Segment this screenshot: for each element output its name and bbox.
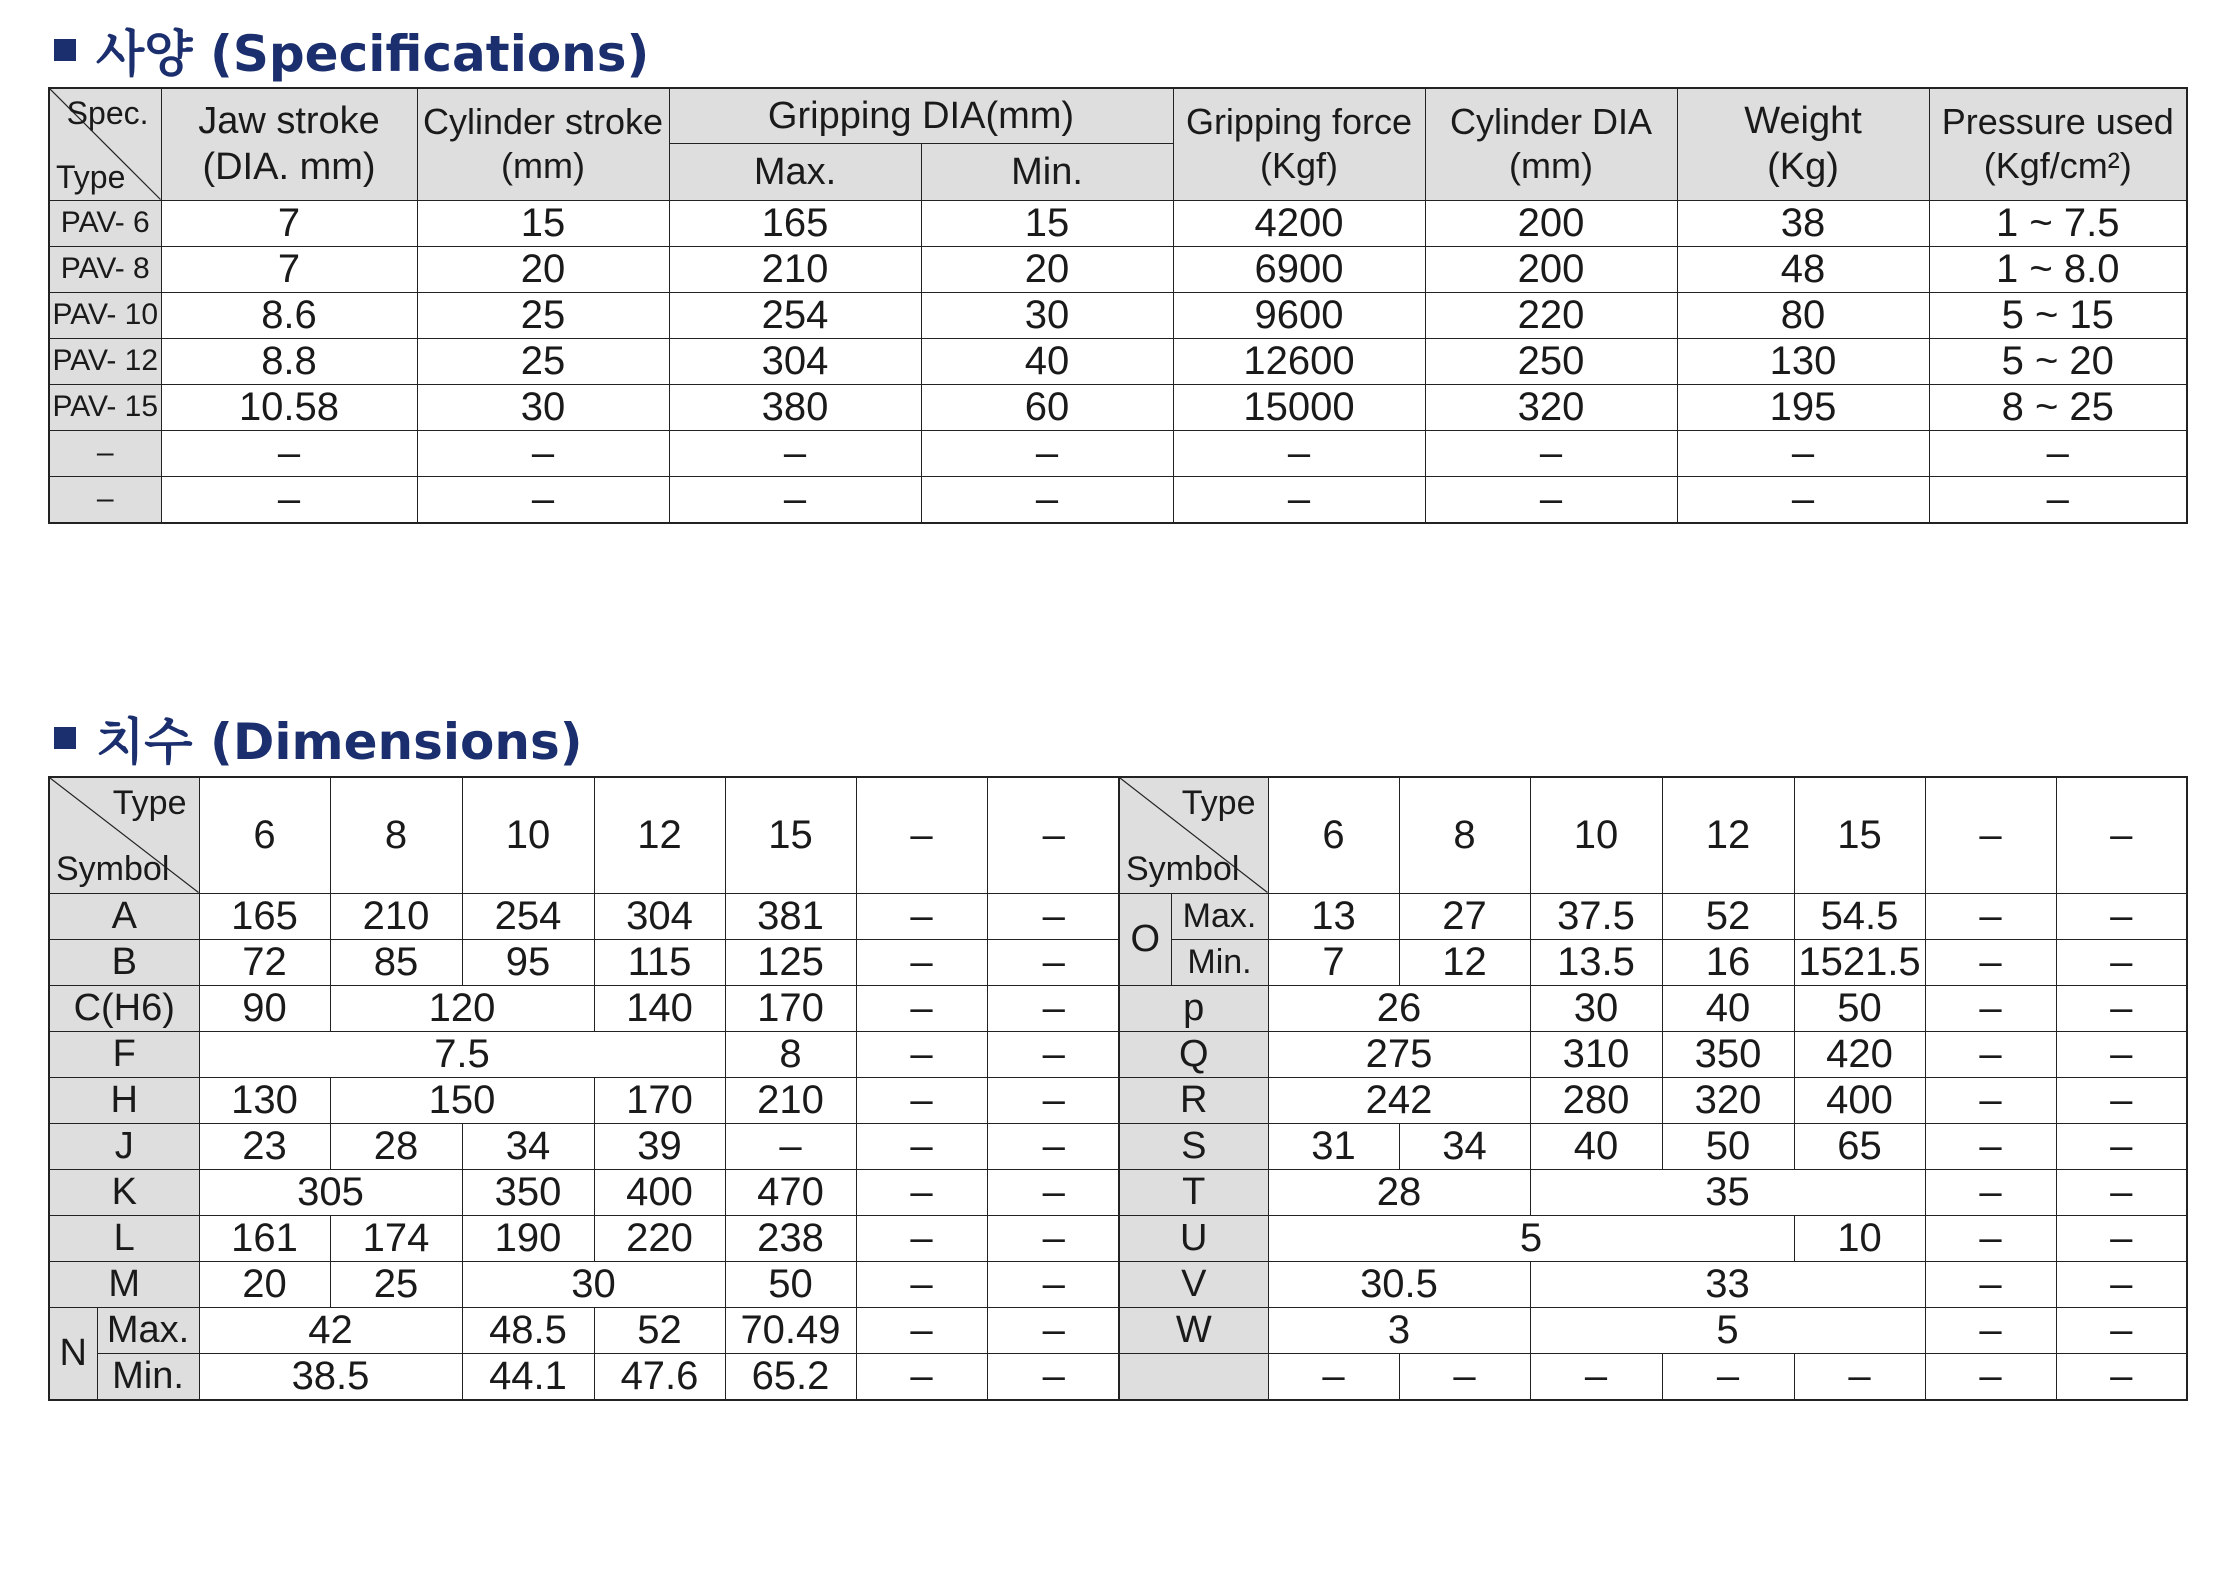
table-row	[1119, 1353, 2187, 1400]
table-cell: –	[1925, 939, 2056, 985]
value-cell: 250	[1425, 338, 1677, 384]
table-cell: –	[2056, 1307, 2187, 1353]
symbol-corner-label: Symbol	[56, 849, 170, 888]
value-cell: –	[1173, 476, 1425, 523]
symbol-cell: Q	[1119, 1031, 1268, 1077]
value-cell: 12600	[1173, 338, 1425, 384]
value-cell: 210	[330, 893, 462, 939]
value-cell: 3	[1268, 1307, 1530, 1353]
value-cell: –	[1929, 430, 2187, 476]
value-cell: 7	[161, 200, 417, 246]
table-row	[49, 1215, 1121, 1261]
type-header-cell: 10	[1530, 777, 1662, 893]
specifications-title-text: 사양 (Specifications)	[96, 25, 650, 83]
value-cell: –	[417, 476, 669, 523]
dimensions-table-right	[1118, 776, 2188, 1401]
table-cell: –	[2056, 1031, 2187, 1077]
value-cell: 120	[330, 985, 594, 1031]
value-cell: 30	[462, 1261, 725, 1307]
value-cell: –	[921, 430, 1173, 476]
value-cell: –	[161, 476, 417, 523]
dimensions-table-left	[48, 776, 1122, 1401]
type-corner-label: Type	[112, 784, 187, 822]
type-corner-label: Type	[56, 158, 126, 195]
value-cell: 23	[199, 1123, 330, 1169]
value-cell: 7	[1268, 939, 1399, 985]
value-cell: 125	[725, 939, 856, 985]
value-cell: 5 ~ 20	[1929, 338, 2187, 384]
symbol-cell: T	[1119, 1169, 1268, 1215]
value-cell: 12	[1399, 939, 1530, 985]
table-row	[49, 893, 1121, 939]
sub-symbol-cell: Max.	[1171, 893, 1268, 939]
value-cell: 26	[1268, 985, 1530, 1031]
table-cell: –	[1925, 1123, 2056, 1169]
value-cell: 320	[1662, 1077, 1794, 1123]
value-cell: 200	[1425, 246, 1677, 292]
type-header-cell: 12	[1662, 777, 1794, 893]
value-cell: 280	[1530, 1077, 1662, 1123]
type-header-cell: 10	[462, 777, 594, 893]
value-cell: 8 ~ 25	[1929, 384, 2187, 430]
symbol-cell: H	[49, 1077, 199, 1123]
value-cell: 5	[1530, 1307, 1925, 1353]
value-cell: 140	[594, 985, 725, 1031]
type-header-cell: –	[1925, 777, 2056, 893]
symbol-cell: J	[49, 1123, 199, 1169]
table-cell: –	[2056, 1077, 2187, 1123]
table-cell: –	[1925, 1261, 2056, 1307]
symbol-cell: V	[1119, 1261, 1268, 1307]
value-cell: 161	[199, 1215, 330, 1261]
value-cell: –	[987, 1215, 1121, 1261]
value-cell: 5 ~ 15	[1929, 292, 2187, 338]
value-cell: 30.5	[1268, 1261, 1530, 1307]
value-cell: 34	[462, 1123, 594, 1169]
value-cell: 13.5	[1530, 939, 1662, 985]
value-cell: 8.8	[161, 338, 417, 384]
table-cell: –	[1925, 1077, 2056, 1123]
value-cell: 20	[417, 246, 669, 292]
value-cell: 42	[199, 1307, 462, 1353]
value-cell: 8	[725, 1031, 856, 1077]
value-cell: –	[856, 1215, 987, 1261]
value-cell: 9600	[1173, 292, 1425, 338]
symbol-cell: L	[49, 1215, 199, 1261]
table-row	[1119, 985, 2187, 1031]
table-cell: –	[2056, 1169, 2187, 1215]
type-header-cell: 6	[199, 777, 330, 893]
value-cell: 54.5	[1794, 893, 1925, 939]
table-cell: –	[856, 1353, 987, 1400]
dimensions-title	[54, 702, 583, 774]
value-cell: 210	[725, 1077, 856, 1123]
value-cell: –	[921, 476, 1173, 523]
value-cell: 35	[1530, 1169, 1925, 1215]
table-row	[49, 1307, 1121, 1353]
table-row	[1119, 1215, 2187, 1261]
table-row	[49, 985, 1121, 1031]
type-cell: PAV- 8	[49, 246, 161, 292]
value-cell: 48.5	[462, 1307, 594, 1353]
value-cell: –	[1794, 1353, 1925, 1400]
value-cell: 95	[462, 939, 594, 985]
specifications-title	[54, 14, 649, 86]
value-cell: 52	[594, 1307, 725, 1353]
value-cell: 30	[417, 384, 669, 430]
table-row	[49, 939, 1121, 985]
value-cell: 30	[1530, 985, 1662, 1031]
sub-symbol-cell: Max.	[97, 1307, 199, 1353]
type-header-cell: 6	[1268, 777, 1399, 893]
value-cell: –	[987, 1169, 1121, 1215]
symbol-cell: C(H6)	[49, 985, 199, 1031]
value-cell: 28	[330, 1123, 462, 1169]
value-cell: 304	[594, 893, 725, 939]
dimensions-title-text: 치수 (Dimensions)	[96, 713, 583, 771]
value-cell: –	[1173, 430, 1425, 476]
value-cell: 15	[417, 200, 669, 246]
symbol-cell: K	[49, 1169, 199, 1215]
value-cell: –	[1530, 1353, 1662, 1400]
value-cell: 380	[669, 384, 921, 430]
value-cell: 13	[1268, 893, 1399, 939]
value-cell: 50	[1794, 985, 1925, 1031]
value-cell: 115	[594, 939, 725, 985]
value-cell: –	[1677, 430, 1929, 476]
value-cell: 4200	[1173, 200, 1425, 246]
value-cell: 28	[1268, 1169, 1530, 1215]
table-cell: –	[2056, 1123, 2187, 1169]
table-cell: –	[2056, 939, 2187, 985]
table-row	[1119, 893, 2187, 939]
table-row	[1119, 1123, 2187, 1169]
value-cell: –	[856, 985, 987, 1031]
value-cell: 47.6	[594, 1353, 725, 1400]
table-cell: –	[1925, 985, 2056, 1031]
type-header-cell: 12	[594, 777, 725, 893]
sub-symbol-cell: Min.	[1171, 939, 1268, 985]
value-cell: –	[1399, 1353, 1530, 1400]
value-cell: 39	[594, 1123, 725, 1169]
type-cell: PAV- 6	[49, 200, 161, 246]
symbol-cell: B	[49, 939, 199, 985]
symbol-cell: M	[49, 1261, 199, 1307]
value-cell: –	[856, 939, 987, 985]
value-cell: 7	[161, 246, 417, 292]
value-cell: 350	[1662, 1031, 1794, 1077]
table-cell: –	[1925, 893, 2056, 939]
table-row	[1119, 1031, 2187, 1077]
specifications-table	[48, 87, 2188, 524]
value-cell: 44.1	[462, 1353, 594, 1400]
value-cell: 50	[725, 1261, 856, 1307]
value-cell: –	[987, 939, 1121, 985]
value-cell: 38.5	[199, 1353, 462, 1400]
value-cell: –	[856, 1169, 987, 1215]
type-header-cell: 15	[725, 777, 856, 893]
value-cell: 381	[725, 893, 856, 939]
value-cell: 5	[1268, 1215, 1794, 1261]
type-cell: PAV- 15	[49, 384, 161, 430]
header-gripping-force: Gripping force (Kgf)	[1173, 88, 1425, 200]
table-cell: –	[987, 1353, 1121, 1400]
value-cell: 220	[1425, 292, 1677, 338]
value-cell: 48	[1677, 246, 1929, 292]
value-cell: 350	[462, 1169, 594, 1215]
value-cell: 170	[725, 985, 856, 1031]
table-row	[1119, 1077, 2187, 1123]
value-cell: –	[669, 430, 921, 476]
table-row	[1119, 1307, 2187, 1353]
value-cell: 65.2	[725, 1353, 856, 1400]
value-cell: 130	[1677, 338, 1929, 384]
value-cell: 310	[1530, 1031, 1662, 1077]
symbol-corner-label: Symbol	[1126, 849, 1240, 888]
value-cell: 30	[921, 292, 1173, 338]
table-row	[49, 246, 2187, 292]
value-cell: 40	[1662, 985, 1794, 1031]
value-cell: –	[1268, 1353, 1399, 1400]
bullet-square-icon	[54, 727, 76, 749]
type-header-cell: 15	[1794, 777, 1925, 893]
value-cell: 10.58	[161, 384, 417, 430]
value-cell: 195	[1677, 384, 1929, 430]
value-cell: –	[1677, 476, 1929, 523]
type-cell: –	[49, 430, 161, 476]
value-cell: 20	[921, 246, 1173, 292]
symbol-cell	[1119, 1353, 1268, 1400]
value-cell: 7.5	[199, 1031, 725, 1077]
value-cell: 1 ~ 8.0	[1929, 246, 2187, 292]
spec-corner-label: Spec.	[66, 95, 149, 131]
value-cell: –	[856, 1123, 987, 1169]
value-cell: 165	[199, 893, 330, 939]
symbol-cell: F	[49, 1031, 199, 1077]
table-cell: –	[2056, 893, 2187, 939]
header-jaw-stroke: Jaw stroke (DIA. mm)	[161, 88, 417, 200]
value-cell: 130	[199, 1077, 330, 1123]
value-cell: 1521.5	[1794, 939, 1925, 985]
type-cell: PAV- 12	[49, 338, 161, 384]
value-cell: 65	[1794, 1123, 1925, 1169]
value-cell: 52	[1662, 893, 1794, 939]
value-cell: –	[987, 1123, 1121, 1169]
value-cell: 8.6	[161, 292, 417, 338]
value-cell: –	[987, 1031, 1121, 1077]
table-cell: –	[1925, 1215, 2056, 1261]
value-cell: 420	[1794, 1031, 1925, 1077]
value-cell: –	[417, 430, 669, 476]
table-row	[1119, 1261, 2187, 1307]
value-cell: 50	[1662, 1123, 1794, 1169]
table-cell: –	[2056, 1215, 2187, 1261]
symbol-cell: U	[1119, 1215, 1268, 1261]
table-row	[49, 338, 2187, 384]
value-cell: –	[987, 985, 1121, 1031]
table-row	[49, 384, 2187, 430]
header-cylinder-stroke: Cylinder stroke (mm)	[417, 88, 669, 200]
value-cell: 305	[199, 1169, 462, 1215]
value-cell: –	[1425, 476, 1677, 523]
table-row	[49, 1353, 1121, 1400]
value-cell: 254	[462, 893, 594, 939]
value-cell: 242	[1268, 1077, 1530, 1123]
symbol-cell: R	[1119, 1077, 1268, 1123]
value-cell: –	[856, 1261, 987, 1307]
value-cell: 40	[1530, 1123, 1662, 1169]
value-cell: 20	[199, 1261, 330, 1307]
value-cell: 85	[330, 939, 462, 985]
table-row	[49, 430, 2187, 476]
value-cell: 400	[1794, 1077, 1925, 1123]
value-cell: 72	[199, 939, 330, 985]
value-cell: 470	[725, 1169, 856, 1215]
value-cell: 1 ~ 7.5	[1929, 200, 2187, 246]
value-cell: 190	[462, 1215, 594, 1261]
value-cell: 165	[669, 200, 921, 246]
header-gripping-dia: Gripping DIA(mm)	[669, 88, 1173, 143]
bullet-square-icon	[54, 39, 76, 61]
value-cell: 210	[669, 246, 921, 292]
value-cell: 70.49	[725, 1307, 856, 1353]
symbol-cell: S	[1119, 1123, 1268, 1169]
value-cell: 170	[594, 1077, 725, 1123]
table-row	[1119, 1169, 2187, 1215]
table-row	[49, 1261, 1121, 1307]
table-cell: –	[2056, 985, 2187, 1031]
table-cell: –	[2056, 1353, 2187, 1400]
value-cell: 275	[1268, 1031, 1530, 1077]
value-cell: 6900	[1173, 246, 1425, 292]
header-cylinder-dia: Cylinder DIA (mm)	[1425, 88, 1677, 200]
value-cell: 15	[921, 200, 1173, 246]
value-cell: 27	[1399, 893, 1530, 939]
value-cell: 25	[330, 1261, 462, 1307]
header-pressure-used: Pressure used (Kgf/cm²)	[1929, 88, 2187, 200]
type-header-cell: 8	[330, 777, 462, 893]
value-cell: 25	[417, 338, 669, 384]
header-max: Max.	[669, 143, 921, 200]
table-cell: –	[1925, 1031, 2056, 1077]
value-cell: –	[669, 476, 921, 523]
type-header-cell: –	[987, 777, 1121, 893]
table-cell: –	[1925, 1353, 2056, 1400]
table-row	[49, 1031, 1121, 1077]
value-cell: 40	[921, 338, 1173, 384]
value-cell: –	[1425, 430, 1677, 476]
value-cell: 304	[669, 338, 921, 384]
value-cell: 174	[330, 1215, 462, 1261]
table-row	[49, 1123, 1121, 1169]
type-corner-label: Type	[1181, 784, 1256, 822]
table-row	[49, 200, 2187, 246]
table-cell: –	[856, 1307, 987, 1353]
value-cell: –	[856, 1031, 987, 1077]
header-weight: Weight (Kg)	[1677, 88, 1929, 200]
spec-corner-cell	[49, 88, 161, 200]
table-cell: –	[1925, 1307, 2056, 1353]
type-header-cell: –	[856, 777, 987, 893]
value-cell: 254	[669, 292, 921, 338]
sub-symbol-cell: Min.	[97, 1353, 199, 1400]
value-cell: 37.5	[1530, 893, 1662, 939]
symbol-cell: A	[49, 893, 199, 939]
symbol-cell: N	[49, 1307, 97, 1400]
dim-corner-cell	[49, 777, 199, 893]
value-cell: 38	[1677, 200, 1929, 246]
type-cell: –	[49, 476, 161, 523]
table-row	[49, 476, 2187, 523]
value-cell: –	[987, 1261, 1121, 1307]
type-cell: PAV- 10	[49, 292, 161, 338]
symbol-cell: p	[1119, 985, 1268, 1031]
value-cell: –	[987, 893, 1121, 939]
type-header-cell: 8	[1399, 777, 1530, 893]
table-cell: –	[2056, 1261, 2187, 1307]
value-cell: 31	[1268, 1123, 1399, 1169]
table-row	[49, 1169, 1121, 1215]
value-cell: 80	[1677, 292, 1929, 338]
value-cell: 200	[1425, 200, 1677, 246]
value-cell: 16	[1662, 939, 1794, 985]
value-cell: –	[161, 430, 417, 476]
value-cell: 15000	[1173, 384, 1425, 430]
value-cell: 34	[1399, 1123, 1530, 1169]
table-cell: –	[987, 1307, 1121, 1353]
value-cell: 25	[417, 292, 669, 338]
value-cell: 400	[594, 1169, 725, 1215]
table-row	[1119, 939, 2187, 985]
value-cell: 10	[1794, 1215, 1925, 1261]
value-cell: 220	[594, 1215, 725, 1261]
value-cell: 90	[199, 985, 330, 1031]
header-min: Min.	[921, 143, 1173, 200]
value-cell: –	[987, 1077, 1121, 1123]
value-cell: 238	[725, 1215, 856, 1261]
value-cell: –	[856, 893, 987, 939]
value-cell: 60	[921, 384, 1173, 430]
dim-corner-cell	[1119, 777, 1268, 893]
table-cell: –	[1925, 1169, 2056, 1215]
value-cell: –	[725, 1123, 856, 1169]
value-cell: –	[1929, 476, 2187, 523]
value-cell: –	[1662, 1353, 1794, 1400]
value-cell: –	[856, 1077, 987, 1123]
symbol-cell: W	[1119, 1307, 1268, 1353]
symbol-cell: O	[1119, 893, 1171, 985]
value-cell: 150	[330, 1077, 594, 1123]
table-row	[49, 292, 2187, 338]
table-row	[49, 1077, 1121, 1123]
type-header-cell: –	[2056, 777, 2187, 893]
value-cell: 320	[1425, 384, 1677, 430]
value-cell: 33	[1530, 1261, 1925, 1307]
